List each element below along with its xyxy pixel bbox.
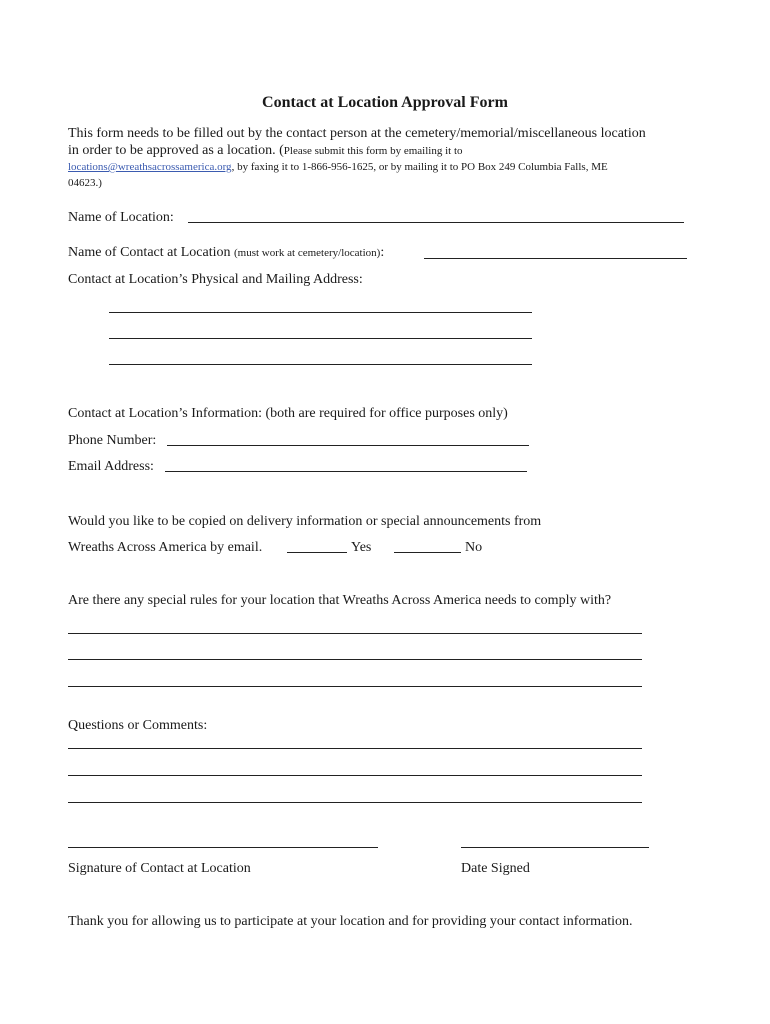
email-label: Email Address: <box>68 459 154 474</box>
address-field-1[interactable] <box>109 312 532 313</box>
rules-field-1[interactable] <box>68 633 642 634</box>
address-label: Contact at Location’s Physical and Mailing Address: <box>68 272 363 287</box>
page-title: Contact at Location Approval Form <box>262 94 508 111</box>
email-link[interactable]: locations@wreathsacrossamerica.org <box>68 161 232 173</box>
date-label: Date Signed <box>461 861 530 876</box>
rules-question: Are there any special rules for your location that Wreaths Across America needs to comply with? <box>68 593 612 608</box>
intro-line-1: This form needs to be filled out by the contact person at the cemetery/memorial/miscellaneous location <box>68 126 646 141</box>
rules-field-3[interactable] <box>68 686 642 687</box>
comments-label: Questions or Comments: <box>68 718 208 733</box>
phone-field[interactable] <box>167 445 529 446</box>
email-field[interactable] <box>165 471 527 472</box>
name-of-location-field[interactable] <box>188 222 684 223</box>
intro-line-2-small: Please submit this form by emailing it to <box>283 145 463 157</box>
contact-name-colon: : <box>380 245 385 260</box>
intro-line-2-main: in order to be approved as a location. ( <box>68 143 284 158</box>
signature-label: Signature of Contact at Location <box>68 861 251 876</box>
address-field-3[interactable] <box>109 364 532 365</box>
contact-name-label <box>68 244 384 262</box>
comments-field-1[interactable] <box>68 748 642 749</box>
phone-label: Phone Number: <box>68 433 157 448</box>
intro-line-2 <box>68 142 463 160</box>
contact-name-label-main: Name of Contact at Location <box>68 245 231 260</box>
comments-field-3[interactable] <box>68 802 642 803</box>
name-of-location-label: Name of Location: <box>68 210 174 225</box>
date-field[interactable] <box>461 847 649 848</box>
yes-label: Yes <box>351 540 372 555</box>
no-field[interactable] <box>394 552 461 553</box>
no-label: No <box>465 540 483 555</box>
intro-line-4: 04623.) <box>68 177 102 189</box>
intro-line-3 <box>68 161 608 173</box>
copy-question-line-1: Would you like to be copied on delivery information or special announcements from <box>68 514 542 529</box>
rules-field-2[interactable] <box>68 659 642 660</box>
copy-question-line-2: Wreaths Across America by email. <box>68 540 263 555</box>
address-field-2[interactable] <box>109 338 532 339</box>
contact-name-note: (must work at cemetery/location) <box>234 247 381 259</box>
signature-field[interactable] <box>68 847 378 848</box>
intro-line-3-rest: , by faxing it to 1-866-956-1625, or by mailing it to PO Box 249 Columbia Falls, ME <box>231 161 608 173</box>
info-label: Contact at Location’s Information: (both are required for office purposes only) <box>68 406 508 421</box>
thank-you-text: Thank you for allowing us to participate at your location and for providing your contact information. <box>68 914 633 929</box>
yes-field[interactable] <box>287 552 347 553</box>
contact-name-field[interactable] <box>424 258 687 259</box>
comments-field-2[interactable] <box>68 775 642 776</box>
